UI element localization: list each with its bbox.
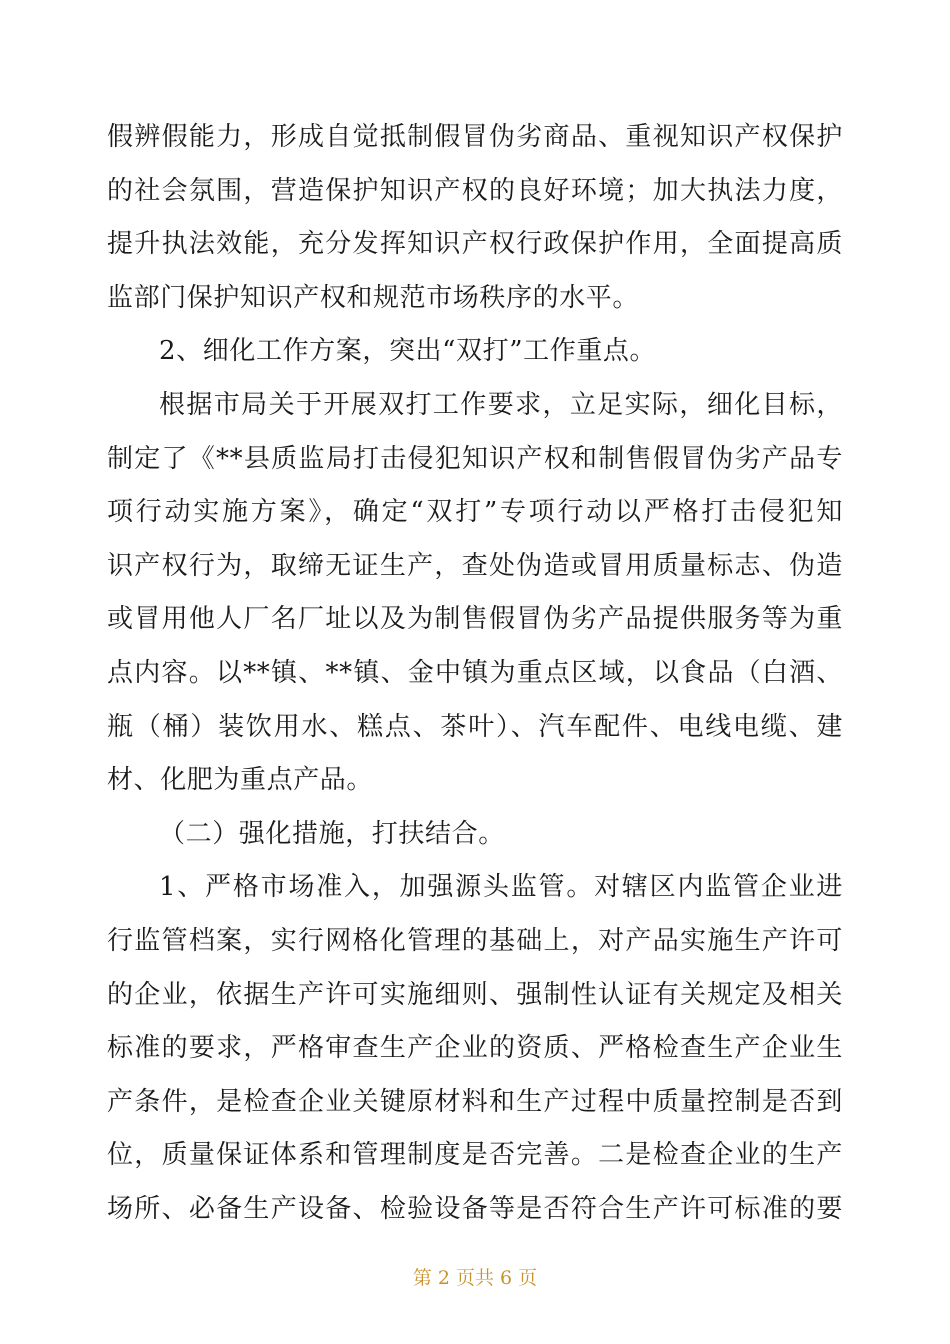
text-line: 的社会氛围，营造保护知识产权的良好环境；加大执法力度， [107, 175, 843, 206]
text-line: 或冒用他人厂名厂址以及为制售假冒伪劣产品提供服务等为重 [107, 604, 843, 635]
text-line: 标准的要求，严格审查生产企业的资质、严格检查生产企业生 [107, 1033, 843, 1064]
text-line: 瓶（桶）装饮用水、糕点、茶叶）、汽车配件、电线电缆、建 [107, 711, 843, 742]
text-line: 产条件，是检查企业关键原材料和生产过程中质量控制是否到 [107, 1086, 843, 1117]
section-heading: （二）强化措施，打扶结合。 [159, 818, 505, 849]
text-line: 的企业，依据生产许可实施细则、强制性认证有关规定及相关 [107, 979, 843, 1010]
text-line: 假辨假能力，形成自觉抵制假冒伪劣商品、重视知识产权保护 [107, 122, 843, 152]
text-line: 提升执法效能，充分发挥知识产权行政保护作用，全面提高质 [107, 229, 843, 260]
text-line: 项行动实施方案》，确定“双打”专项行动以严格打击侵犯知 [107, 497, 843, 528]
document-body [107, 111, 843, 1236]
text-line: 识产权行为，取缔无证生产，查处伪造或冒用质量标志、伪造 [107, 550, 843, 581]
text-line: 点内容。以**镇、**镇、金中镇为重点区域，以食品（白酒、 [107, 657, 843, 688]
text-line: 制定了《**县质监局打击侵犯知识产权和制售假冒伪劣产品专 [107, 443, 843, 474]
text-line: 根据市局关于开展双打工作要求，立足实际，细化目标， [159, 389, 843, 420]
section-heading: 2、细化工作方案，突出“双打”工作重点。 [159, 336, 657, 367]
text-line: 材、化肥为重点产品。 [107, 765, 374, 796]
text-line: 位，质量保证体系和管理制度是否完善。二是检查企业的生产 [107, 1140, 843, 1171]
text-line: 监部门保护知识产权和规范市场秩序的水平。 [107, 282, 640, 313]
text-line: 场所、必备生产设备、检验设备等是否符合生产许可标准的要 [107, 1193, 843, 1224]
page-number-footer: 第 2 页共 6 页 [412, 1267, 538, 1289]
text-line: 行监管档案，实行网格化管理的基础上，对产品实施生产许可 [107, 925, 843, 956]
text-line: 1、严格市场准入，加强源头监管。对辖区内监管企业进 [159, 872, 843, 903]
